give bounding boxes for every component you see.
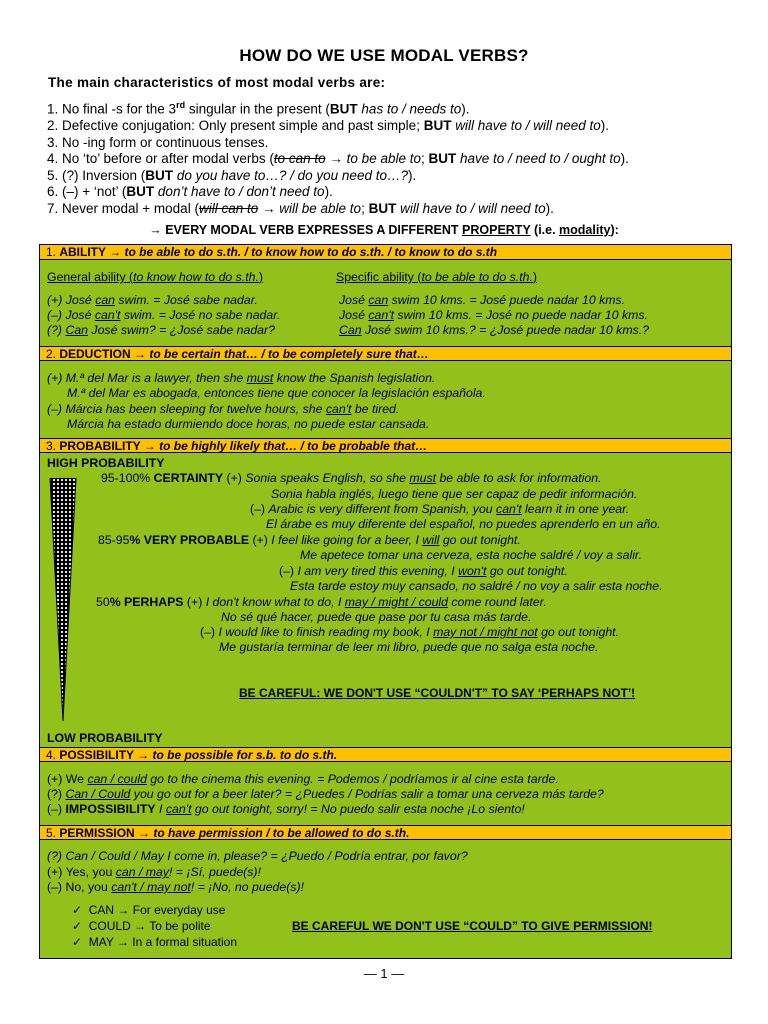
general-ability-negative: (–) José can't swim. = José no sabe nadar. — [47, 308, 281, 322]
couldnt-warning: BE CAREFUL: WE DON'T USE “COULDN'T” TO SAY ‘PERHAPS NOT’! — [239, 686, 636, 700]
permission-line-1: (?) Can / Could / May I come in, please? = ¿Puedo / Podría entrar, por favor? — [47, 849, 468, 863]
specific-ability-positive: José can swim 10 kms. = José puede nadar 10 kms. — [339, 293, 626, 307]
possibility-line-1: (+) We can / could go to the cinema this evening. = Podemos / podríamos ir al cine esta tarde. — [47, 772, 559, 786]
high-probability-label: HIGH PROBABILITY — [47, 456, 165, 470]
check-icon: ✓ — [72, 919, 89, 933]
certainty-negative-translation: El árabe es muy diferente del español, no puedes aprenderlo en un año. — [266, 517, 661, 531]
rule-3: 3. No -ing form or continuous tenses. — [47, 134, 269, 150]
probability-header: 3. PROBABILITY → to be highly likely that… / to be probable that… — [40, 438, 731, 453]
perhaps-negative-translation: Me gustaría terminar de leer mi libro, puede que no salga esta noche. — [219, 640, 599, 654]
rule-7: 7. Never modal + modal (will can to → will be able to; BUT will have to / will need to). — [47, 201, 554, 217]
possibility-header: 4. POSSIBILITY → to be possible for s.b. to do s.th. — [40, 747, 731, 762]
very-probable-negative-translation: Esta tarde estoy muy cansado, no saldré / no voy a salir esta noche. — [290, 579, 663, 593]
rule-4: 4. No ‘to’ before or after modal verbs (to can to → to be able to; BUT have to / need to / ought to). — [47, 151, 629, 167]
page-title: HOW DO WE USE MODAL VERBS? — [239, 46, 529, 65]
very-probable-positive: 85-95% VERY PROBABLE (+) I feel like going for a beer, I will go out tonight. — [98, 533, 521, 547]
very-probable-positive-translation: Me apetece tomar una cerveza, esta noche saldré / voy a salir. — [300, 548, 642, 562]
modality-table — [39, 244, 732, 959]
check-item-may: ✓ MAY → In a formal situation — [72, 935, 238, 949]
check-icon: ✓ — [72, 903, 89, 917]
perhaps-positive-translation: No sé qué hacer, puede que pase por tu casa más tarde. — [221, 610, 532, 624]
ability-header: 1. ABILITY → to be able to do s.th. / to know how to do s.th. / to know to do s.th — [40, 245, 731, 260]
certainty-positive-translation: Sonia habla inglés, luego tiene que ser capaz de pedir información. — [271, 487, 638, 501]
check-item-can: ✓ CAN → For everyday use — [72, 903, 226, 917]
probability-wedge-icon — [48, 478, 78, 728]
check-icon: ✓ — [72, 935, 89, 949]
specific-ability-question: Can José swim 10 kms.? = ¿José puede nadar 10 kms.? — [339, 323, 649, 337]
certainty-positive: 95-100% CERTAINTY (+) Sonia speaks English, so she must be able to ask for information. — [101, 471, 602, 485]
deduction-header: 2. DEDUCTION → to be certain that… / to be completely sure that… — [40, 346, 731, 361]
characteristics-list — [47, 97, 629, 218]
perhaps-negative: (–) I would like to finish reading my book, I may not / might not go out tonight. — [200, 625, 620, 639]
check-item-could: ✓ COULD → To be polite — [72, 919, 211, 933]
deduction-line-4: Márcia ha estado durmiendo doce horas, no puede estar cansada. — [67, 417, 430, 431]
specific-ability-label: Specific ability (to be able to do s.th.) — [336, 270, 537, 284]
general-ability-positive: (+) José can swim. = José sabe nadar. — [47, 293, 258, 307]
rule-1: 1. No final -s for the 3rd singular in the present (BUT has to / needs to). — [47, 100, 470, 117]
rule-6: 6. (–) + ‘not’ (BUT don’t have to / don’t need to). — [47, 184, 333, 200]
general-ability-question: (?) Can José swim? = ¿José sabe nadar? — [47, 323, 275, 337]
intro-heading: The main characteristics of most modal verbs are: — [48, 75, 386, 90]
general-ability-label: General ability (to know how to do s.th.) — [47, 270, 264, 284]
rule-5: 5. (?) Inversion (BUT do you have to…? / do you need to…?). — [47, 167, 417, 183]
possibility-line-2: (?) Can / Could you go out for a beer later? = ¿Puedes / Podrías salir a tomar una cerveza más tarde? — [47, 787, 604, 801]
perhaps-positive: 50% PERHAPS (+) I don't know what to do, I may / might / could come round later. — [96, 595, 547, 609]
very-probable-negative: (–) I am very tired this evening, I won't go out tonight. — [279, 564, 568, 578]
page-number: — 1 — — [363, 966, 405, 981]
low-probability-label: LOW PROBABILITY — [47, 731, 163, 745]
permission-line-3: (–) No, you can't / may not! = ¡No, no puede(s)! — [47, 880, 304, 894]
certainty-negative: (–) Arabic is very different from Spanish, you can't learn it in one year. — [250, 502, 630, 516]
permission-line-2: (+) Yes, you can / may! = ¡Sí, puede(s)! — [47, 865, 261, 879]
permission-header: 5. PERMISSION → to have permission / to be allowed to do s.th. — [40, 825, 731, 840]
rule-2: 2. Defective conjugation: Only present simple and past simple; BUT will have to / will need to). — [47, 118, 610, 134]
could-permission-warning: BE CAREFUL WE DON'T USE “COULD” TO GIVE PERMISSION! — [292, 919, 653, 933]
deduction-line-2: M.ª del Mar es abogada, entonces tiene que conocer la legislación española. — [67, 386, 486, 400]
specific-ability-negative: José can't swim 10 kms. = José no puede nadar 10 kms. — [339, 308, 648, 322]
every-modal-heading: → EVERY MODAL VERB EXPRESSES A DIFFERENT PROPERTY (i.e. modality): — [149, 223, 619, 237]
deduction-line-1: (+) M.ª del Mar is a lawyer, then she must know the Spanish legislation. — [47, 371, 436, 385]
deduction-line-3: (–) Márcia has been sleeping for twelve hours, she can't be tired. — [47, 402, 400, 416]
possibility-line-3: (–) IMPOSSIBILITY I can't go out tonight, sorry! = No puedo salir esta noche ¡Lo siento! — [47, 802, 525, 816]
